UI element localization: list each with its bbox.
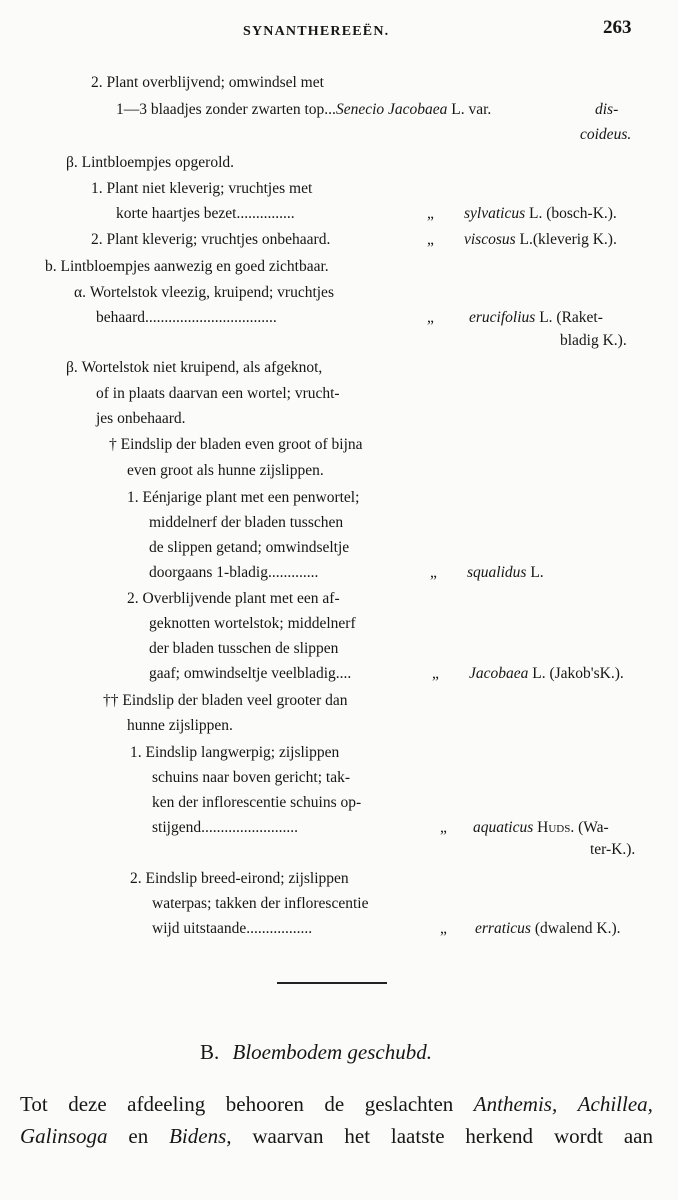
paragraph-word: Tot: [20, 1092, 48, 1116]
paragraph-word: het: [344, 1124, 371, 1148]
species-name: aquaticus Huds. (Wa-: [473, 819, 609, 836]
ditto-mark: „: [440, 920, 447, 937]
paragraph-word: Achillea,: [577, 1092, 653, 1116]
key-line: hunne zijslippen.: [127, 717, 233, 734]
species-continuation: bladig K.).: [560, 332, 627, 349]
key-line: †† Eindslip der bladen veel grooter dan: [103, 692, 348, 709]
paragraph-word: geslachten: [364, 1092, 454, 1116]
paragraph-line: [20, 1124, 653, 1149]
section-title: Bloembodem geschubd.: [232, 1040, 432, 1064]
section-letter: B.: [200, 1040, 220, 1064]
key-line: 2. Overblijvende plant met een af-: [127, 590, 340, 607]
key-line: schuins naar boven gericht; tak-: [152, 769, 350, 786]
key-line: † Eindslip der bladen even groot of bijna: [109, 436, 363, 453]
key-line: 1. Plant niet kleverig; vruchtjes met: [91, 180, 313, 197]
key-line: of in plaats daarvan een wortel; vrucht-: [96, 385, 340, 402]
key-line: der bladen tusschen de slippen: [149, 640, 339, 657]
paragraph-word: Anthemis,: [473, 1092, 558, 1116]
key-line: stijgend.........................: [152, 819, 298, 836]
key-line: waterpas; takken der inflorescentie: [152, 895, 369, 912]
key-line: middelnerf der bladen tusschen: [149, 514, 344, 531]
key-line: de slippen getand; omwindseltje: [149, 539, 350, 556]
paragraph-line: [20, 1092, 653, 1117]
key-line: 1—3 blaadjes zonder zwarten top...Senecio Jacobaea L. var.: [116, 101, 492, 118]
key-line: b. Lintbloempjes aanwezig en goed zichtbaar.: [45, 258, 329, 275]
species-name: squalidus L.: [467, 564, 544, 581]
key-line: 1. Eindslip langwerpig; zijslippen: [130, 744, 340, 761]
paragraph-word: behooren: [225, 1092, 304, 1116]
ditto-mark: „: [440, 819, 447, 836]
ditto-mark: „: [427, 309, 434, 326]
key-line: even groot als hunne zijslippen.: [127, 462, 324, 479]
page-number: 263: [603, 17, 632, 38]
paragraph-word: waarvan: [252, 1124, 324, 1148]
ditto-mark: „: [427, 231, 434, 248]
paragraph-word: afdeeling: [127, 1092, 206, 1116]
key-line: β. Lintbloempjes opgerold.: [66, 154, 235, 171]
running-header: SYNANTHEREEËN.: [243, 24, 390, 39]
species-name: viscosus L.(kleverig K.).: [464, 231, 617, 248]
paragraph-word: en: [128, 1124, 149, 1148]
paragraph-word: Galinsoga: [20, 1124, 108, 1148]
species-continuation: ter-K.).: [590, 841, 636, 858]
key-line: doorgaans 1-bladig.............: [149, 564, 319, 581]
paragraph-word: deze: [68, 1092, 107, 1116]
species-continuation: coideus.: [580, 126, 632, 143]
key-line: α. Wortelstok vleezig, kruipend; vruchtjes: [74, 284, 334, 301]
key-line: wijd uitstaande.................: [152, 920, 313, 937]
key-line: 2. Plant overblijvend; omwindsel met: [91, 74, 324, 91]
section-divider: [277, 982, 387, 984]
paragraph-word: wordt: [553, 1124, 603, 1148]
key-line: 2. Eindslip breed-eirond; zijslippen: [130, 870, 349, 887]
key-line: behaard..................................: [96, 309, 277, 326]
paragraph-word: laatste: [390, 1124, 445, 1148]
species-name: sylvaticus L. (bosch-K.).: [464, 205, 617, 222]
key-line: korte haartjes bezet...............: [116, 205, 295, 222]
ditto-mark: „: [432, 665, 439, 682]
key-line: ken der inflorescentie schuins op-: [152, 794, 362, 811]
species-name: erucifolius L. (Raket-: [469, 309, 603, 326]
paragraph-word: herkend: [465, 1124, 534, 1148]
paragraph-word: Bidens,: [169, 1124, 232, 1148]
species-name: erraticus (dwalend K.).: [475, 920, 621, 937]
key-line: 2. Plant kleverig; vruchtjes onbehaard.: [91, 231, 331, 248]
key-line: jes onbehaard.: [96, 410, 186, 427]
ditto-mark: „: [430, 564, 437, 581]
key-line: 1. Eénjarige plant met een penwortel;: [127, 489, 360, 506]
key-line: β. Wortelstok niet kruipend, als afgeknot,: [66, 359, 323, 376]
section-heading: [200, 1040, 432, 1065]
species-name: Jacobaea L. (Jakob'sK.).: [469, 665, 624, 682]
key-line: geknotten wortelstok; middelnerf: [149, 615, 356, 632]
key-line: dis-: [595, 101, 619, 118]
key-line: gaaf; omwindseltje veelbladig....: [149, 665, 352, 682]
paragraph-word: aan: [623, 1124, 653, 1148]
ditto-mark: „: [427, 205, 434, 222]
paragraph-word: de: [324, 1092, 345, 1116]
